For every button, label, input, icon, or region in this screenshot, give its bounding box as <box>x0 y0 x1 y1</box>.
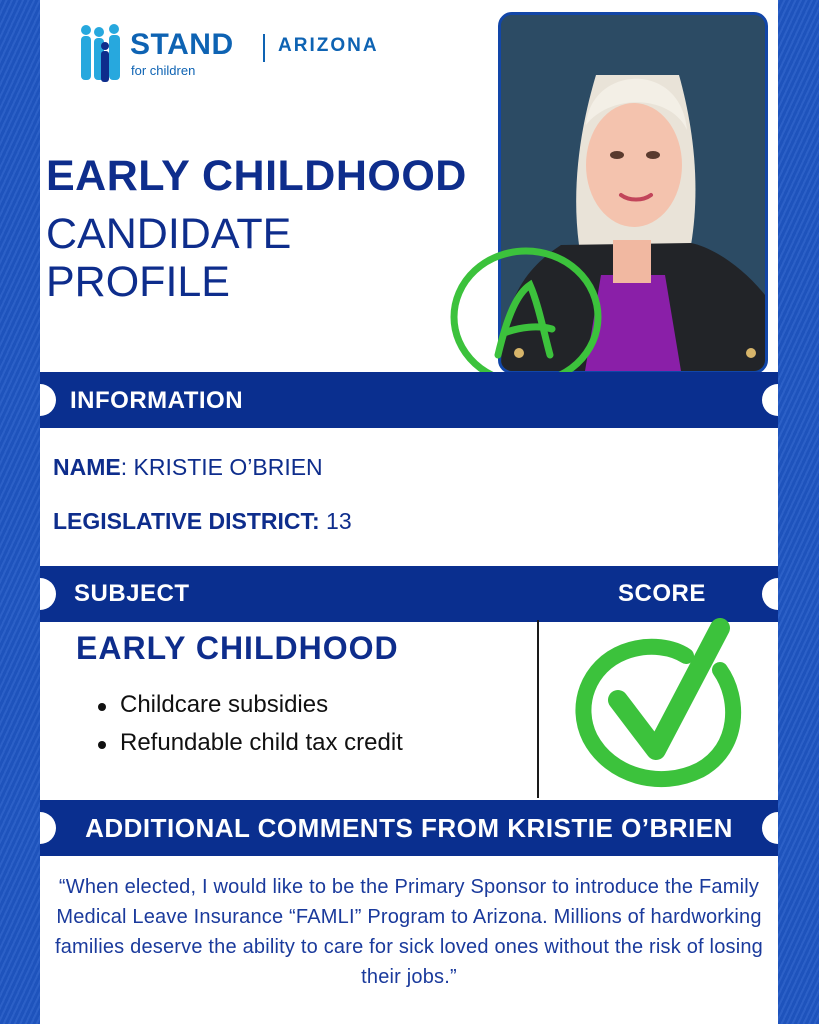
name-label: NAME <box>53 454 121 480</box>
checkmark-score-icon <box>570 618 760 788</box>
comments-band <box>40 800 778 856</box>
list-item: Childcare subsidies <box>98 686 403 724</box>
grade-a-stamp-icon <box>446 243 606 391</box>
bullet-icon <box>98 703 106 711</box>
legislative-district-line <box>53 508 352 535</box>
district-value: 13 <box>319 508 352 534</box>
information-heading: INFORMATION <box>70 387 244 414</box>
page-title: EARLY CHILDHOOD <box>46 152 467 200</box>
logo-state-text: ARIZONA <box>278 35 379 56</box>
name-value: : KRISTIE O’BRIEN <box>120 454 323 480</box>
candidate-name-line <box>53 454 323 481</box>
subject-bullet-list <box>98 686 403 762</box>
stand-for-children-logo <box>78 18 408 86</box>
subtitle-line-2: PROFILE <box>46 258 230 306</box>
candidate-profile-card <box>40 0 778 1024</box>
subject-heading: SUBJECT <box>74 580 190 607</box>
logo-subtext: for children <box>131 63 196 78</box>
subject-title: EARLY CHILDHOOD <box>76 630 399 666</box>
logo-brand-text: STAND <box>130 28 234 61</box>
comments-heading: ADDITIONAL COMMENTS FROM KRISTIE O’BRIEN <box>85 813 733 843</box>
logo-divider <box>263 34 265 62</box>
column-divider <box>537 620 539 798</box>
list-item: Refundable child tax credit <box>98 724 403 762</box>
subtitle-line-1: CANDIDATE <box>46 210 292 258</box>
page-subtitle <box>46 210 291 306</box>
family-figures-icon <box>78 22 128 84</box>
bullet-icon <box>98 741 106 749</box>
district-label: LEGISLATIVE DISTRICT: <box>53 508 320 534</box>
score-heading: SCORE <box>618 580 706 607</box>
subject-score-band <box>40 566 778 622</box>
information-band <box>40 372 778 428</box>
grade-letter: A <box>446 243 447 244</box>
candidate-quote: “When elected, I would like to be the Primary Sponsor to introduce the Family Medical Leave Insurance “FAMLI” Program to Arizona. Millions of hardworking families deserve the ability to care for sick loved ones without the risk of losing their jobs.” <box>54 876 764 988</box>
